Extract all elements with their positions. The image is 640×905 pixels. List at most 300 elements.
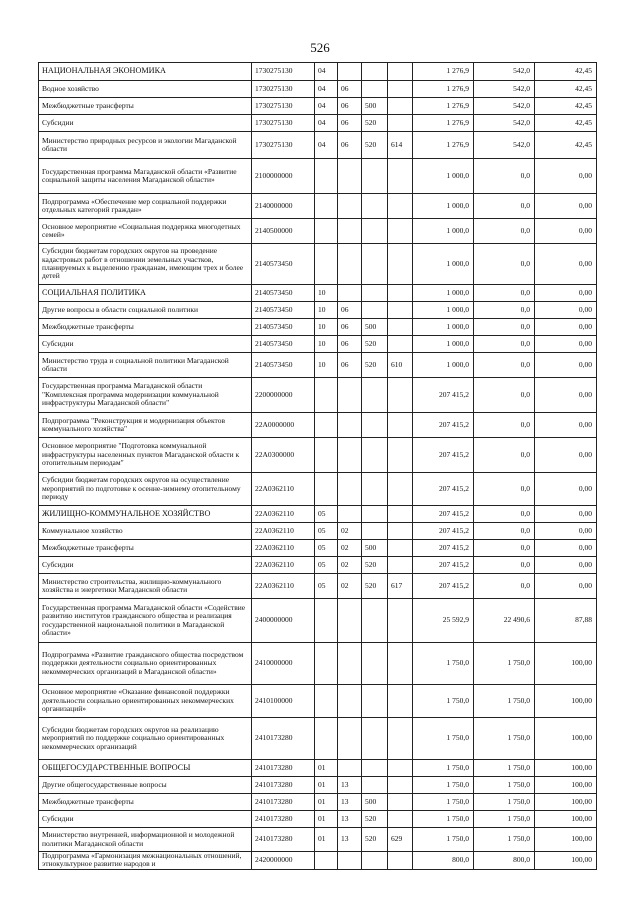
cell-subsection — [338, 159, 362, 194]
cell-expense-type — [362, 643, 388, 685]
cell-expense-type: 520 — [362, 557, 388, 574]
cell-actual: 0,0 — [474, 540, 535, 557]
cell-name: Подпрограмма «Развитие гражданского общества посредством поддержки деятельности социально ориентированных некоммерческих организаций в Магаданской области» — [39, 643, 252, 685]
cell-section: 05 — [315, 574, 338, 599]
cell-actual: 542,0 — [474, 63, 535, 81]
cell-percent: 0,00 — [535, 194, 597, 219]
cell-section: 04 — [315, 81, 338, 98]
cell-planned: 1 000,0 — [413, 336, 474, 353]
cell-section — [315, 643, 338, 685]
cell-subsection: 06 — [338, 302, 362, 319]
cell-subsection — [338, 194, 362, 219]
cell-section — [315, 244, 338, 285]
cell-subsection: 06 — [338, 132, 362, 159]
cell-admin-code — [388, 643, 413, 685]
cell-planned: 207 415,2 — [413, 473, 474, 506]
cell-percent: 100,00 — [535, 643, 597, 685]
cell-actual: 0,0 — [474, 438, 535, 473]
cell-planned: 1 750,0 — [413, 718, 474, 760]
cell-actual: 0,0 — [474, 473, 535, 506]
cell-actual: 0,0 — [474, 506, 535, 523]
cell-actual: 1 750,0 — [474, 718, 535, 760]
cell-subsection: 06 — [338, 353, 362, 378]
cell-percent: 0,00 — [535, 302, 597, 319]
cell-target-code: 2100000000 — [252, 159, 315, 194]
table-row — [39, 473, 597, 506]
cell-target-code: 2140573450 — [252, 336, 315, 353]
cell-planned: 207 415,2 — [413, 506, 474, 523]
cell-expense-type — [362, 413, 388, 438]
table-row — [39, 599, 597, 643]
cell-actual: 0,0 — [474, 336, 535, 353]
cell-target-code: 2410173280 — [252, 828, 315, 852]
cell-subsection — [338, 438, 362, 473]
cell-percent: 100,00 — [535, 828, 597, 852]
table-row — [39, 63, 597, 81]
table-row — [39, 828, 597, 852]
cell-percent: 0,00 — [535, 319, 597, 336]
cell-target-code: 22А0300000 — [252, 438, 315, 473]
cell-target-code: 1730275130 — [252, 98, 315, 115]
cell-expense-type: 500 — [362, 540, 388, 557]
cell-subsection: 13 — [338, 777, 362, 794]
cell-expense-type — [362, 777, 388, 794]
cell-target-code: 2410173280 — [252, 718, 315, 760]
table-row — [39, 302, 597, 319]
cell-name: Государственная программа Магаданской области "Комплексная программа модернизации коммунальной инфраструктуры Магаданской области" — [39, 378, 252, 413]
cell-expense-type — [362, 473, 388, 506]
cell-section: 01 — [315, 777, 338, 794]
cell-admin-code — [388, 794, 413, 811]
table-row — [39, 685, 597, 718]
cell-admin-code — [388, 540, 413, 557]
cell-target-code: 2400000000 — [252, 599, 315, 643]
cell-actual: 0,0 — [474, 523, 535, 540]
table-row — [39, 219, 597, 244]
cell-section — [315, 473, 338, 506]
cell-admin-code — [388, 413, 413, 438]
cell-admin-code — [388, 63, 413, 81]
cell-subsection — [338, 244, 362, 285]
cell-actual: 1 750,0 — [474, 760, 535, 777]
cell-percent: 0,00 — [535, 438, 597, 473]
cell-planned: 1 276,9 — [413, 115, 474, 132]
cell-planned: 1 750,0 — [413, 828, 474, 852]
cell-percent: 0,00 — [535, 473, 597, 506]
cell-name: ОБЩЕГОСУДАРСТВЕННЫЕ ВОПРОСЫ — [39, 760, 252, 777]
cell-name: Подпрограмма "Реконструкция и модернизация объектов коммунального хозяйства" — [39, 413, 252, 438]
cell-planned: 1 000,0 — [413, 302, 474, 319]
cell-expense-type — [362, 63, 388, 81]
table-row — [39, 540, 597, 557]
cell-admin-code — [388, 506, 413, 523]
cell-planned: 1 000,0 — [413, 353, 474, 378]
cell-admin-code — [388, 685, 413, 718]
cell-target-code: 2410173280 — [252, 794, 315, 811]
cell-subsection — [338, 473, 362, 506]
cell-target-code: 22А0362110 — [252, 557, 315, 574]
cell-percent: 42,45 — [535, 115, 597, 132]
cell-name: Межбюджетные трансферты — [39, 794, 252, 811]
cell-section: 04 — [315, 115, 338, 132]
cell-target-code: 2140573450 — [252, 353, 315, 378]
cell-actual: 542,0 — [474, 132, 535, 159]
table-row — [39, 132, 597, 159]
table-row — [39, 353, 597, 378]
table-row — [39, 760, 597, 777]
cell-expense-type: 520 — [362, 115, 388, 132]
table-row — [39, 794, 597, 811]
table-row — [39, 285, 597, 302]
cell-planned: 207 415,2 — [413, 413, 474, 438]
cell-target-code: 2410173280 — [252, 760, 315, 777]
cell-planned: 207 415,2 — [413, 438, 474, 473]
table-row — [39, 194, 597, 219]
table-row — [39, 574, 597, 599]
cell-subsection: 13 — [338, 811, 362, 828]
cell-target-code: 2140573450 — [252, 302, 315, 319]
cell-subsection — [338, 285, 362, 302]
cell-subsection — [338, 413, 362, 438]
cell-target-code: 1730275130 — [252, 132, 315, 159]
cell-admin-code — [388, 336, 413, 353]
cell-subsection — [338, 599, 362, 643]
cell-target-code: 2140573450 — [252, 285, 315, 302]
cell-target-code: 2140573450 — [252, 319, 315, 336]
cell-target-code: 2410173280 — [252, 777, 315, 794]
cell-expense-type: 520 — [362, 132, 388, 159]
cell-expense-type: 520 — [362, 353, 388, 378]
cell-section: 01 — [315, 794, 338, 811]
cell-actual: 1 750,0 — [474, 828, 535, 852]
table-row — [39, 718, 597, 760]
cell-expense-type — [362, 194, 388, 219]
cell-actual: 0,0 — [474, 219, 535, 244]
cell-planned: 1 750,0 — [413, 760, 474, 777]
cell-expense-type — [362, 378, 388, 413]
cell-planned: 1 000,0 — [413, 159, 474, 194]
cell-planned: 1 276,9 — [413, 132, 474, 159]
cell-name: Основное мероприятие "Подготовка коммунальной инфраструктуры населенных пунктов Магаданской области к отопительным периодам" — [39, 438, 252, 473]
cell-admin-code — [388, 244, 413, 285]
cell-admin-code: 629 — [388, 828, 413, 852]
cell-expense-type: 520 — [362, 828, 388, 852]
cell-actual: 0,0 — [474, 302, 535, 319]
cell-percent: 0,00 — [535, 413, 597, 438]
cell-percent: 0,00 — [535, 219, 597, 244]
cell-section: 04 — [315, 132, 338, 159]
cell-section — [315, 194, 338, 219]
cell-expense-type — [362, 506, 388, 523]
cell-name: ЖИЛИЩНО-КОММУНАЛЬНОЕ ХОЗЯЙСТВО — [39, 506, 252, 523]
cell-percent: 0,00 — [535, 285, 597, 302]
cell-subsection: 02 — [338, 523, 362, 540]
cell-expense-type: 520 — [362, 336, 388, 353]
cell-admin-code: 610 — [388, 353, 413, 378]
cell-actual: 0,0 — [474, 319, 535, 336]
table-row — [39, 159, 597, 194]
cell-planned: 1 276,9 — [413, 81, 474, 98]
cell-actual: 1 750,0 — [474, 643, 535, 685]
cell-planned: 1 750,0 — [413, 811, 474, 828]
cell-name: Министерство природных ресурсов и экологии Магаданской области — [39, 132, 252, 159]
cell-subsection: 13 — [338, 794, 362, 811]
cell-planned: 207 415,2 — [413, 378, 474, 413]
cell-expense-type: 500 — [362, 794, 388, 811]
cell-name: Субсидии бюджетам городских округов на проведение кадастровых работ в отношении земельных участков, планируемых к выделению гражданам, имеющим трех и более детей — [39, 244, 252, 285]
cell-target-code: 22А0362110 — [252, 540, 315, 557]
cell-admin-code — [388, 159, 413, 194]
cell-section: 10 — [315, 285, 338, 302]
cell-target-code: 2140573450 — [252, 244, 315, 285]
cell-planned: 1 000,0 — [413, 285, 474, 302]
cell-section — [315, 159, 338, 194]
cell-admin-code — [388, 557, 413, 574]
cell-percent: 42,45 — [535, 63, 597, 81]
cell-expense-type — [362, 852, 388, 870]
cell-section: 05 — [315, 523, 338, 540]
table-row — [39, 244, 597, 285]
cell-actual: 542,0 — [474, 115, 535, 132]
cell-percent: 0,00 — [535, 574, 597, 599]
cell-section: 05 — [315, 506, 338, 523]
table-row — [39, 378, 597, 413]
cell-expense-type: 520 — [362, 811, 388, 828]
cell-expense-type — [362, 438, 388, 473]
cell-subsection: 06 — [338, 336, 362, 353]
cell-actual: 0,0 — [474, 244, 535, 285]
cell-percent: 87,88 — [535, 599, 597, 643]
cell-name: Государственная программа Магаданской области «Развитие социальной защиты населения Магаданской области» — [39, 159, 252, 194]
cell-target-code: 2140000000 — [252, 194, 315, 219]
cell-target-code: 2200000000 — [252, 378, 315, 413]
cell-subsection — [338, 506, 362, 523]
table-row — [39, 506, 597, 523]
cell-target-code: 22А0362110 — [252, 506, 315, 523]
cell-percent: 42,45 — [535, 81, 597, 98]
cell-target-code: 2410000000 — [252, 643, 315, 685]
cell-name: СОЦИАЛЬНАЯ ПОЛИТИКА — [39, 285, 252, 302]
cell-admin-code — [388, 194, 413, 219]
cell-admin-code — [388, 777, 413, 794]
cell-actual: 542,0 — [474, 98, 535, 115]
cell-name: Субсидии — [39, 115, 252, 132]
cell-actual: 1 750,0 — [474, 811, 535, 828]
cell-target-code: 2410100000 — [252, 685, 315, 718]
cell-planned: 1 750,0 — [413, 643, 474, 685]
cell-admin-code — [388, 523, 413, 540]
cell-percent: 42,45 — [535, 132, 597, 159]
cell-expense-type — [362, 285, 388, 302]
cell-name: Субсидии — [39, 557, 252, 574]
table-row — [39, 557, 597, 574]
cell-name: Другие общегосударственные вопросы — [39, 777, 252, 794]
cell-subsection: 02 — [338, 557, 362, 574]
cell-section: 05 — [315, 557, 338, 574]
cell-section — [315, 378, 338, 413]
cell-section — [315, 219, 338, 244]
cell-actual: 0,0 — [474, 378, 535, 413]
cell-planned: 1 000,0 — [413, 219, 474, 244]
cell-name: Основное мероприятие «Социальная поддержка многодетных семей» — [39, 219, 252, 244]
cell-admin-code — [388, 219, 413, 244]
cell-admin-code — [388, 718, 413, 760]
cell-planned: 800,0 — [413, 852, 474, 870]
cell-expense-type — [362, 685, 388, 718]
cell-actual: 0,0 — [474, 413, 535, 438]
cell-section: 10 — [315, 336, 338, 353]
cell-percent: 100,00 — [535, 718, 597, 760]
cell-name: Субсидии бюджетам городских округов на осуществление мероприятий по подготовке к осенне-зимнему отопительному периоду — [39, 473, 252, 506]
cell-expense-type — [362, 760, 388, 777]
cell-subsection — [338, 718, 362, 760]
cell-target-code: 22А0362110 — [252, 473, 315, 506]
cell-section — [315, 852, 338, 870]
cell-percent: 0,00 — [535, 336, 597, 353]
cell-target-code: 22А0000000 — [252, 413, 315, 438]
cell-planned: 207 415,2 — [413, 540, 474, 557]
cell-target-code: 1730275130 — [252, 63, 315, 81]
cell-expense-type — [362, 599, 388, 643]
cell-target-code: 22А0362110 — [252, 523, 315, 540]
cell-section: 05 — [315, 540, 338, 557]
cell-planned: 207 415,2 — [413, 557, 474, 574]
cell-admin-code — [388, 319, 413, 336]
cell-section: 10 — [315, 319, 338, 336]
cell-percent: 0,00 — [535, 506, 597, 523]
cell-target-code: 2420000000 — [252, 852, 315, 870]
cell-expense-type — [362, 523, 388, 540]
cell-subsection: 13 — [338, 828, 362, 852]
cell-percent: 100,00 — [535, 794, 597, 811]
cell-actual: 0,0 — [474, 194, 535, 219]
cell-admin-code — [388, 438, 413, 473]
table-row — [39, 811, 597, 828]
cell-section: 01 — [315, 828, 338, 852]
cell-name: Министерство строительства, жилищно-коммунального хозяйства и энергетики Магаданской области — [39, 574, 252, 599]
cell-admin-code — [388, 98, 413, 115]
cell-planned: 1 750,0 — [413, 794, 474, 811]
cell-percent: 100,00 — [535, 852, 597, 870]
cell-name: Подпрограмма «Обеспечение мер социальной поддержки отдельных категорий граждан» — [39, 194, 252, 219]
cell-planned: 1 276,9 — [413, 63, 474, 81]
cell-name: Водное хозяйство — [39, 81, 252, 98]
cell-name: Межбюджетные трансферты — [39, 98, 252, 115]
cell-name: Государственная программа Магаданской области «Содействие развитию институтов гражданского общества и реализация государственной национальной политики в Магаданской области» — [39, 599, 252, 643]
table-row — [39, 81, 597, 98]
cell-subsection — [338, 852, 362, 870]
table-row — [39, 777, 597, 794]
cell-name: Другие вопросы в области социальной политики — [39, 302, 252, 319]
cell-planned: 1 750,0 — [413, 685, 474, 718]
cell-planned: 207 415,2 — [413, 523, 474, 540]
cell-section: 10 — [315, 353, 338, 378]
cell-expense-type — [362, 244, 388, 285]
cell-percent: 0,00 — [535, 244, 597, 285]
cell-section: 01 — [315, 760, 338, 777]
cell-expense-type: 500 — [362, 319, 388, 336]
cell-expense-type — [362, 219, 388, 244]
cell-subsection: 02 — [338, 574, 362, 599]
cell-name: НАЦИОНАЛЬНАЯ ЭКОНОМИКА — [39, 63, 252, 81]
cell-percent: 100,00 — [535, 811, 597, 828]
cell-actual: 0,0 — [474, 353, 535, 378]
table-row — [39, 852, 597, 870]
cell-section — [315, 599, 338, 643]
cell-admin-code — [388, 811, 413, 828]
page-number: 526 — [310, 40, 330, 55]
cell-percent: 0,00 — [535, 159, 597, 194]
cell-section: 10 — [315, 302, 338, 319]
table-row — [39, 413, 597, 438]
cell-actual: 0,0 — [474, 574, 535, 599]
cell-admin-code — [388, 302, 413, 319]
cell-name: Субсидии — [39, 336, 252, 353]
cell-subsection — [338, 63, 362, 81]
cell-name: Основное мероприятие «Оказание финансовой поддержки деятельности социально ориентированных некоммерческих организаций» — [39, 685, 252, 718]
cell-actual: 1 750,0 — [474, 685, 535, 718]
cell-planned: 207 415,2 — [413, 574, 474, 599]
cell-admin-code: 614 — [388, 132, 413, 159]
table-row — [39, 523, 597, 540]
cell-admin-code — [388, 852, 413, 870]
budget-table — [38, 62, 597, 870]
cell-subsection: 02 — [338, 540, 362, 557]
cell-name: Подпрограмма «Гармонизация межнациональных отношений, этнокультурное развитие народов и — [39, 852, 252, 870]
cell-admin-code — [388, 378, 413, 413]
table-row — [39, 98, 597, 115]
cell-expense-type — [362, 81, 388, 98]
cell-percent: 100,00 — [535, 760, 597, 777]
cell-expense-type: 520 — [362, 574, 388, 599]
table-row — [39, 115, 597, 132]
cell-name: Министерство труда и социальной политики Магаданской области — [39, 353, 252, 378]
cell-percent: 0,00 — [535, 353, 597, 378]
cell-subsection: 06 — [338, 98, 362, 115]
cell-subsection — [338, 760, 362, 777]
cell-planned: 1 000,0 — [413, 244, 474, 285]
cell-actual: 22 490,6 — [474, 599, 535, 643]
cell-percent: 100,00 — [535, 685, 597, 718]
cell-subsection: 06 — [338, 81, 362, 98]
cell-planned: 1 000,0 — [413, 319, 474, 336]
cell-expense-type — [362, 302, 388, 319]
cell-name: Межбюджетные трансферты — [39, 540, 252, 557]
cell-actual: 1 750,0 — [474, 794, 535, 811]
cell-target-code: 1730275130 — [252, 81, 315, 98]
table-row — [39, 643, 597, 685]
cell-percent: 0,00 — [535, 378, 597, 413]
cell-planned: 1 276,9 — [413, 98, 474, 115]
cell-percent: 0,00 — [535, 557, 597, 574]
cell-planned: 25 592,9 — [413, 599, 474, 643]
cell-name: Межбюджетные трансферты — [39, 319, 252, 336]
cell-admin-code — [388, 81, 413, 98]
cell-admin-code — [388, 599, 413, 643]
cell-section — [315, 685, 338, 718]
cell-percent: 42,45 — [535, 98, 597, 115]
cell-expense-type — [362, 718, 388, 760]
cell-name: Субсидии — [39, 811, 252, 828]
cell-target-code: 22А0362110 — [252, 574, 315, 599]
table-row — [39, 319, 597, 336]
cell-name: Коммунальное хозяйство — [39, 523, 252, 540]
cell-actual: 800,0 — [474, 852, 535, 870]
cell-expense-type — [362, 159, 388, 194]
cell-actual: 1 750,0 — [474, 777, 535, 794]
cell-admin-code: 617 — [388, 574, 413, 599]
cell-subsection — [338, 219, 362, 244]
